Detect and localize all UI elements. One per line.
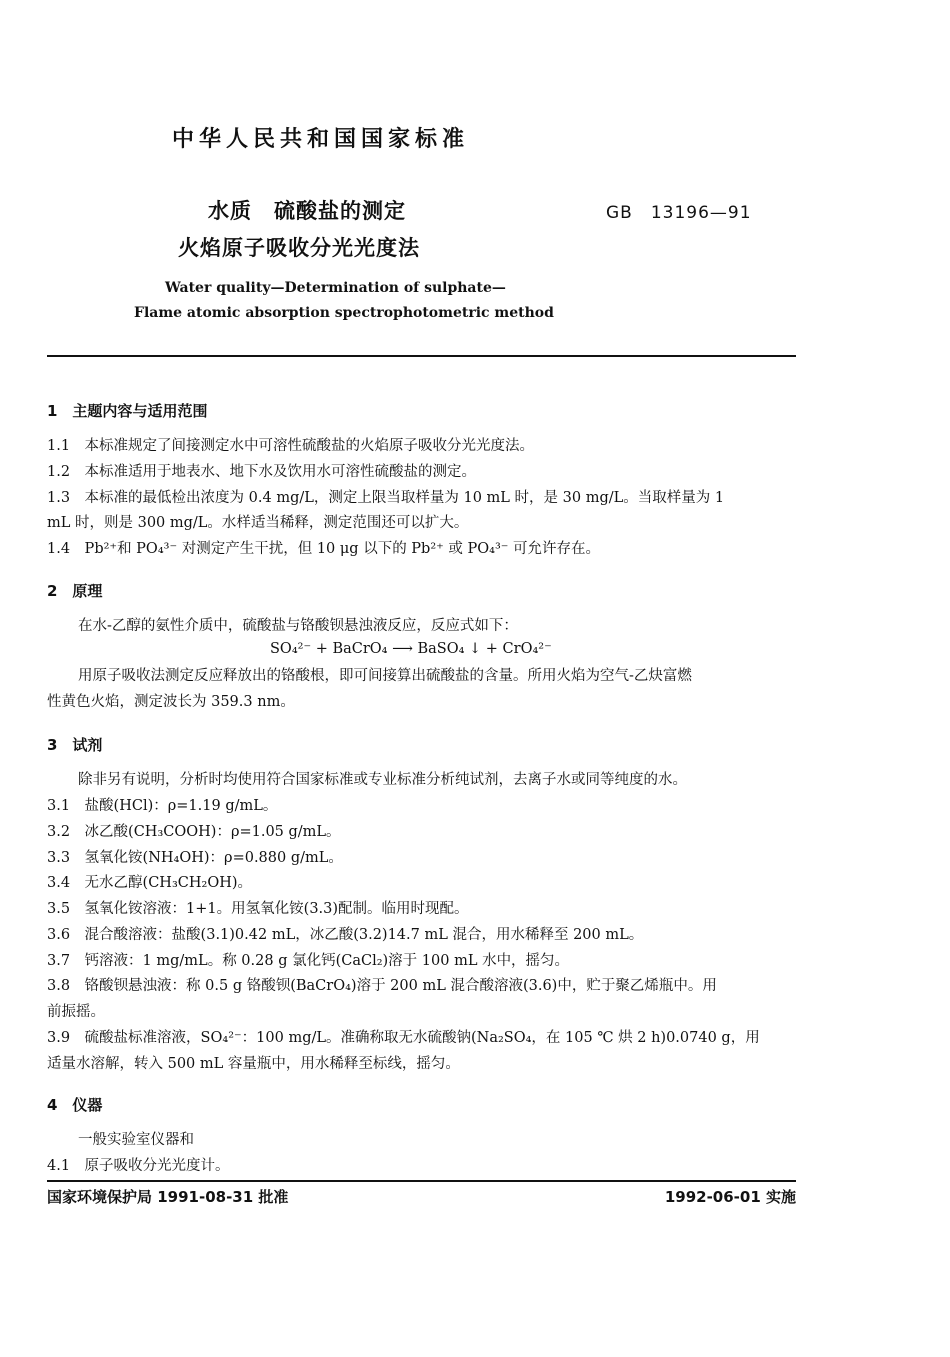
- effective-date: 1992-06-01 实施: [664, 1188, 796, 1206]
- reagent-3-2: 3.2 冰乙酸(CH₃COOH)：ρ=1.05 g/mL。: [47, 824, 341, 840]
- principle-text-2-line1: 用原子吸收法测定反应释放出的铬酸根，即可间接算出硫酸盐的含量。所用火焰为空气-乙炔富燃: [78, 668, 692, 684]
- instruments-intro: 一般实验室仪器和: [78, 1132, 194, 1148]
- clause-1-3-line1: 1.3 本标准的最低检出浓度为 0.4 mg/L，测定上限当取样量为 10 mL 时，是 30 mg/L。当取样量为 1: [47, 490, 725, 506]
- principle-text-2-line2: 性黄色火焰，测定波长为 359.3 nm。: [47, 694, 295, 710]
- reagent-3-8-line2: 前振摇。: [47, 1004, 105, 1020]
- issuer-title: 中华人民共和国国家标准: [172, 127, 470, 152]
- section-3-heading: 3 试剂: [47, 736, 103, 754]
- header-rule: [47, 355, 796, 357]
- clause-1-3-line2: mL 时，则是 300 mg/L。水样适当稀释，测定范围还可以扩大。: [47, 515, 469, 531]
- clause-1-2: 1.2 本标准适用于地表水、地下水及饮用水可溶性硫酸盐的测定。: [47, 464, 477, 480]
- reagent-3-8-line1: 3.8 铬酸钡悬浊液：称 0.5 g 铬酸钡(BaCrO₄)溶于 200 mL 混合酸溶液(3.6)中，贮于聚乙烯瓶中。用: [47, 978, 717, 994]
- title-cn-line1: 水质 硫酸盐的测定: [208, 199, 406, 223]
- title-en-line2: Flame atomic absorption spectrophotometric method: [134, 305, 554, 321]
- reagent-3-4: 3.4 无水乙醇(CH₃CH₂OH)。: [47, 875, 253, 891]
- reagent-3-1: 3.1 盐酸(HCl)：ρ=1.19 g/mL。: [47, 798, 278, 814]
- reaction-equation: SO₄²⁻ + BaCrO₄ ⟶ BaSO₄ ↓ + CrO₄²⁻: [270, 641, 552, 657]
- reagent-3-9-line1: 3.9 硫酸盐标准溶液，SO₄²⁻：100 mg/L。准确称取无水硫酸钠(Na₂SO₄，在 105 ℃ 烘 2 h)0.0740 g，用: [47, 1030, 760, 1046]
- reagent-3-3: 3.3 氢氧化铵(NH₄OH)：ρ=0.880 g/mL。: [47, 850, 343, 866]
- reagent-3-5: 3.5 氢氧化铵溶液：1+1。用氢氧化铵(3.3)配制。临用时现配。: [47, 901, 469, 917]
- standard-number: GB 13196—91: [606, 203, 752, 223]
- clause-1-4: 1.4 Pb²⁺和 PO₄³⁻ 对测定产生干扰，但 10 μg 以下的 Pb²⁺ 或 PO₄³⁻ 可允许存在。: [47, 541, 601, 557]
- reagent-3-6: 3.6 混合酸溶液：盐酸(3.1)0.42 mL，冰乙酸(3.2)14.7 mL 混合，用水稀释至 200 mL。: [47, 927, 644, 943]
- section-2-heading: 2 原理: [47, 582, 103, 600]
- clause-1-1: 1.1 本标准规定了间接测定水中可溶性硫酸盐的火焰原子吸收分光光度法。: [47, 438, 535, 454]
- title-en-line1: Water quality—Determination of sulphate—: [165, 280, 506, 296]
- title-cn-line2: 火焰原子吸收分光光度法: [178, 236, 420, 260]
- section-1-heading: 1 主题内容与适用范围: [47, 402, 208, 420]
- reagent-3-9-line2: 适量水溶解，转入 500 mL 容量瓶中，用水稀释至标线，摇匀。: [47, 1056, 460, 1072]
- instrument-4-1: 4.1 原子吸收分光光度计。: [47, 1158, 230, 1174]
- reagents-intro: 除非另有说明，分析时均使用符合国家标准或专业标准分析纯试剂，去离子水或同等纯度的水。: [78, 772, 687, 788]
- reagent-3-7: 3.7 钙溶液：1 mg/mL。称 0.28 g 氯化钙(CaCl₂)溶于 100 mL 水中，摇匀。: [47, 953, 570, 969]
- section-4-heading: 4 仪器: [47, 1096, 103, 1114]
- principle-text-1: 在水-乙醇的氨性介质中，硫酸盐与铬酸钡悬浊液反应，反应式如下：: [78, 618, 518, 634]
- approval-date: 国家环境保护局 1991-08-31 批准: [47, 1188, 289, 1206]
- footer-rule: [47, 1180, 796, 1182]
